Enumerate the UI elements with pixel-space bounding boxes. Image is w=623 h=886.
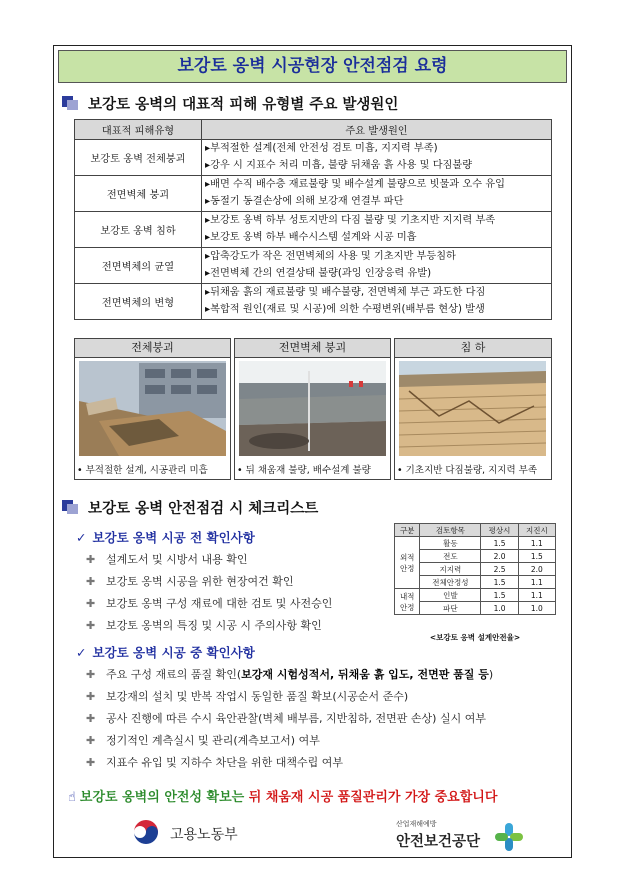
cause-line: ▸동절기 동결손상에 의해 보강재 연결부 파단 [205, 195, 404, 207]
collapse-photo-image [79, 361, 226, 456]
checklist-group-during [76, 643, 255, 661]
section-heading-text: 보강토 옹벽 안전점검 시 체크리스트 [88, 501, 319, 517]
table-header-row [395, 524, 556, 537]
cross-bullet-icon: ✚ [86, 712, 96, 725]
item-text: 보강토 옹벽 시공을 위한 현장여건 확인 [106, 575, 294, 588]
square-bullet-icon [62, 500, 80, 514]
damage-type-cell: 보강토 옹벽 전체붕괴 [75, 140, 202, 176]
checklist-item [86, 595, 332, 611]
group-label: 안정 [399, 602, 415, 612]
check-icon: ✓ [76, 530, 87, 545]
item-text: 정기적인 계측실시 및 관리(계측보고서) 여부 [106, 734, 320, 747]
table-row [395, 589, 556, 602]
group-label: 외적 [399, 552, 415, 562]
column-header: 주요 발생원인 [202, 120, 552, 140]
table-cell: 1.1 [518, 537, 555, 550]
table-cell: 1.1 [518, 589, 555, 602]
cross-bullet-icon: ✚ [86, 597, 96, 610]
table-cell: 2.0 [518, 563, 555, 576]
table-cell: 1.0 [518, 602, 555, 615]
conclusion-part1: 보강토 옹벽의 안전성 확보는 [79, 790, 245, 805]
table-cell: 인발 [420, 589, 481, 602]
item-text: 보강토 옹벽 구성 재료에 대한 검토 및 사전승인 [106, 597, 333, 610]
agency-name: 안전보건공단 [396, 834, 481, 850]
column-header: 지진시 [518, 524, 555, 537]
ministry-name: 고용노동부 [170, 827, 238, 843]
item-text: 보강재의 설치 및 반복 작업시 동일한 품질 확보(시공순서 준수) [106, 690, 409, 703]
group-label: 안정 [399, 563, 415, 573]
group-label-cell [395, 589, 420, 615]
table-cell: 1.5 [481, 589, 518, 602]
table-cell: 2.0 [481, 550, 518, 563]
cause-line: ▸압축강도가 작은 전면벽체의 사용 및 기초지반 부등침하 [205, 251, 456, 262]
table-cell: 1.5 [481, 537, 518, 550]
cause-cell [202, 212, 552, 248]
checklist-item [86, 573, 294, 589]
cause-line: ▸뒤채움 흙의 재료불량 및 배수불량, 전면벽체 부근 과도한 다짐 [205, 287, 486, 298]
photo-caption: 전면벽체 붕괴 [235, 339, 390, 358]
item-text: 공사 진행에 따른 수시 육안관찰(벽체 배부름, 지반침하, 전면판 손상) 실시 여부 [106, 712, 486, 725]
cause-line: ▸보강토 옹벽 하부 배수시스템 설계와 시공 미흡 [205, 231, 417, 243]
table-row [395, 537, 556, 550]
checklist-item [86, 551, 248, 567]
cross-bullet-icon: ✚ [86, 619, 96, 632]
cause-line: ▸배면 수직 배수층 재료불량 및 배수설계 불량으로 빗물과 오수 유입 [205, 179, 505, 190]
cause-line: ▸부적절한 설계(전체 안전성 검토 미흡, 지지력 부족) [205, 143, 438, 154]
cause-line: ▸강우 시 지표수 처리 미흡, 불량 뒤채움 흙 사용 및 다짐불량 [205, 159, 473, 171]
damage-cause-table [74, 119, 552, 320]
photo-facing-wall-collapse [234, 338, 391, 480]
ministry-logo [130, 816, 290, 850]
table-cell: 전체안정성 [420, 576, 481, 589]
damage-type-cell: 전면벽체 붕괴 [75, 176, 202, 212]
table-cell: 전도 [420, 550, 481, 563]
table-row [75, 212, 552, 248]
cross-bullet-icon: ✚ [86, 668, 96, 681]
table-row [75, 176, 552, 212]
cross-bullet-icon: ✚ [86, 690, 96, 703]
cross-bullet-icon: ✚ [86, 734, 96, 747]
table-cell: 2.5 [481, 563, 518, 576]
checklist-item [86, 666, 493, 682]
checklist-item [86, 617, 322, 633]
cause-line: ▸전면벽체 간의 연결상태 불량(과잉 인장응력 유발) [205, 267, 432, 279]
pointing-hand-icon: ☝ [68, 790, 76, 805]
column-header: 검토항목 [420, 524, 481, 537]
cause-cell [202, 284, 552, 320]
checklist-item [86, 754, 343, 770]
item-text-post: ) [488, 668, 494, 681]
item-text: 설계도서 및 시방서 내용 확인 [106, 553, 248, 566]
table-header-row [75, 120, 552, 140]
item-text-pre: 주요 구성 재료의 품질 확인( [106, 668, 242, 681]
check-icon: ✓ [76, 645, 87, 660]
table-row [75, 284, 552, 320]
group-label: 내적 [399, 591, 415, 601]
cause-line: ▸보강토 옹벽 하부 성토지반의 다짐 불량 및 기초지반 지지력 부족 [205, 215, 496, 226]
table-row [75, 140, 552, 176]
column-header: 평상시 [481, 524, 518, 537]
safety-factor-caption: <보강토 옹벽 설계안전율> [429, 633, 521, 642]
cause-cell [202, 140, 552, 176]
square-bullet-icon [62, 96, 80, 110]
item-text: 지표수 유입 및 지하수 차단을 위한 대책수립 여부 [106, 756, 343, 769]
table-cell: 1.0 [481, 602, 518, 615]
checklist-item [86, 688, 408, 704]
agency-cross-icon [494, 822, 524, 852]
cause-line: ▸복합적 원인(재료 및 시공)에 의한 수평변위(배부름 현상) 발생 [205, 303, 485, 315]
conclusion-part2: 뒤 채움재 시공 품질관리가 가장 중요합니다 [248, 790, 498, 805]
photo-settlement [394, 338, 552, 480]
conclusion-text [68, 786, 497, 805]
wall-collapse-photo-image [239, 361, 386, 456]
checklist-group-before [76, 528, 255, 546]
photo-note: • 기초지반 다짐불량, 지지력 부족 [397, 465, 538, 476]
item-text: 보강토 옹벽의 특징 및 시공 시 주의사항 확인 [106, 619, 322, 632]
cause-cell [202, 176, 552, 212]
photo-total-collapse [74, 338, 231, 480]
photo-note: • 뒤 채움재 불량, 배수설계 불량 [237, 465, 371, 476]
group-title: 보강토 옹벽 시공 전 확인사항 [92, 530, 255, 545]
item-text-bold: 보강재 시험성적서, 뒤채움 흙 입도, 전면판 품질 등 [241, 668, 489, 681]
document-page [53, 45, 572, 858]
checklist-item [86, 732, 320, 748]
section-heading-damage [62, 93, 398, 114]
agency-logo [392, 816, 552, 856]
damage-type-cell: 보강토 옹벽 침하 [75, 212, 202, 248]
damage-type-cell: 전면벽체의 균열 [75, 248, 202, 284]
table-cell: 지지력 [420, 563, 481, 576]
section-heading-checklist [62, 497, 318, 518]
checklist-item [86, 710, 486, 726]
table-cell: 파단 [420, 602, 481, 615]
table-cell: 1.5 [518, 550, 555, 563]
page-title: 보강토 옹벽 시공현장 안전점검 요령 [58, 50, 567, 83]
damage-photo-strip [74, 338, 552, 480]
cross-bullet-icon: ✚ [86, 756, 96, 769]
group-label-cell [395, 537, 420, 589]
table-row [75, 248, 552, 284]
group-title: 보강토 옹벽 시공 중 확인사항 [92, 645, 255, 660]
damage-type-cell: 전면벽체의 변형 [75, 284, 202, 320]
photo-note: • 부적절한 설계, 시공관리 미흡 [77, 465, 208, 476]
photo-caption: 전체붕괴 [75, 339, 230, 358]
cross-bullet-icon: ✚ [86, 575, 96, 588]
table-cell: 1.5 [481, 576, 518, 589]
safety-factor-table [394, 523, 556, 615]
settlement-photo-image [399, 361, 546, 456]
section-heading-text: 보강토 옹벽의 대표적 피해 유형별 주요 발생원인 [88, 97, 399, 113]
photo-caption: 침 하 [395, 339, 551, 358]
cross-bullet-icon: ✚ [86, 553, 96, 566]
table-cell: 활동 [420, 537, 481, 550]
taegeuk-icon [130, 816, 162, 848]
table-cell: 1.1 [518, 576, 555, 589]
cause-cell [202, 248, 552, 284]
agency-tagline: 산업재해예방 [396, 820, 437, 828]
column-header: 대표적 피해유형 [75, 120, 202, 140]
column-header: 구분 [395, 524, 420, 537]
